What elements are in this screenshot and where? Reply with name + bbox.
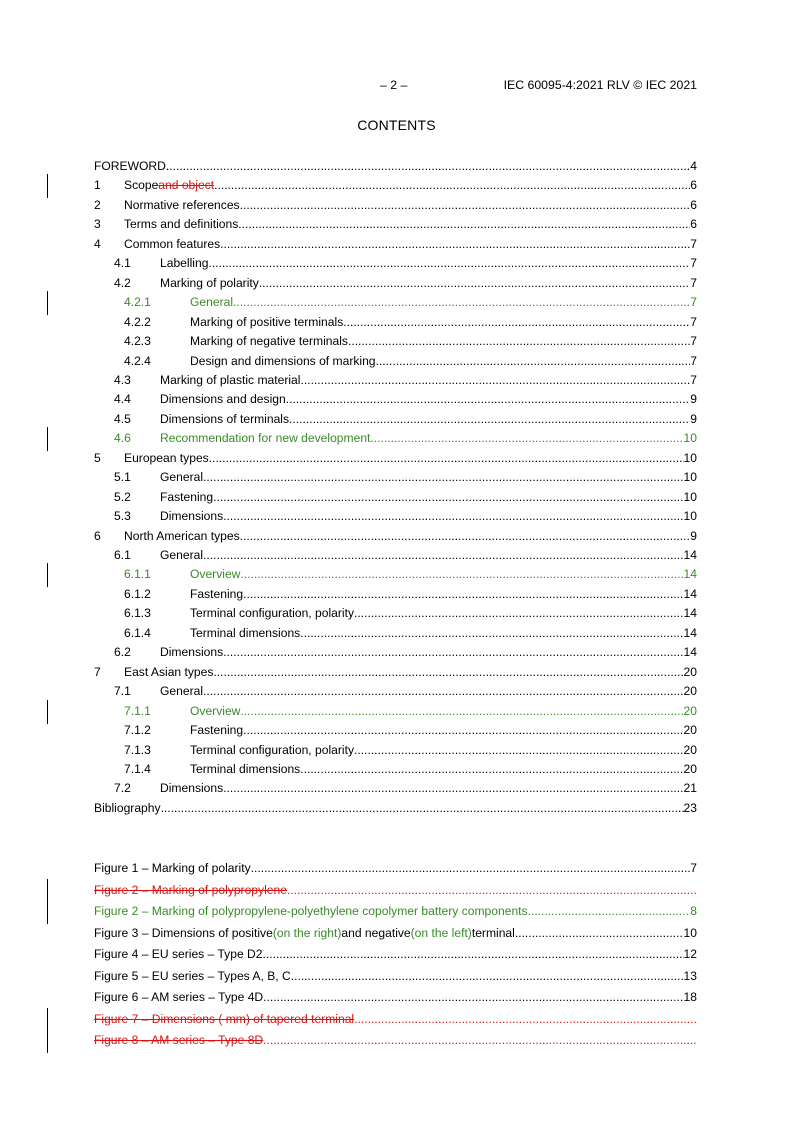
figure-entry[interactable] [94,1010,697,1029]
dot-leader [223,643,683,662]
dot-leader [203,546,684,565]
toc-entry[interactable] [94,176,697,195]
figure-entry-text: Figure 2 – Marking of polypropylene-polyethylene copolymer battery components [94,904,528,918]
figure-entry[interactable] [94,1031,697,1050]
dot-leader [376,352,691,371]
dot-leader [166,157,690,176]
toc-entry-page: 7 [690,314,697,329]
toc-entry-number: 4.1 [114,256,131,271]
toc-entry-page: 10 [683,489,697,504]
toc-entry-number: 6.1.2 [124,586,151,601]
toc-entry-title: Recommendation for new development [160,431,371,446]
figure-entry-text: Figure 6 – AM series – Type 4D [94,990,264,1004]
toc-entry-number: 4.2.2 [124,314,151,329]
toc-entry-title: Fastening [190,586,244,601]
toc-entry-title: East Asian types [124,664,214,679]
toc-entry[interactable] [124,332,697,351]
dot-leader [220,235,690,254]
dot-leader [243,585,683,604]
toc-entry[interactable] [124,721,697,740]
toc-entry-page: 9 [690,392,697,407]
toc-entry-page: 14 [683,606,697,621]
toc-entry-number: 4.3 [114,372,131,387]
toc-entry[interactable] [114,371,697,390]
dot-leader [238,215,690,234]
figure-entry-page: 10 [683,925,697,940]
toc-entry-title: Dimensions [160,645,224,660]
dot-leader [203,682,684,701]
dot-leader [209,449,684,468]
figure-entry[interactable] [94,881,697,900]
toc-entry-page: 21 [683,781,697,796]
toc-entry-number: 2 [94,197,101,212]
toc-entry-title: Terms and definitions [124,217,239,232]
change-bar [47,1029,48,1053]
dot-leader [286,390,691,409]
dot-leader [223,779,683,798]
toc-entry-number: 3 [94,217,101,232]
toc-entry[interactable] [114,779,697,798]
change-bar [47,563,48,587]
toc-entry[interactable] [114,390,697,409]
toc-entry-number: 7.2 [114,781,131,796]
toc-entry[interactable] [114,488,697,507]
dot-leader [354,604,684,623]
toc-entry-page: 20 [683,723,697,738]
dot-leader [515,924,684,943]
toc-entry-number: 7.1.4 [124,761,151,776]
dot-leader [233,293,690,312]
toc-entry[interactable] [124,760,697,779]
toc-entry[interactable] [124,702,697,721]
toc-entry-title: General [190,295,234,310]
dot-leader [240,702,683,721]
toc-entry-page: 20 [683,684,697,699]
toc-entry-title: Dimensions [160,509,224,524]
toc-entry[interactable] [114,682,697,701]
toc-entry[interactable] [124,313,697,332]
dot-leader [354,741,684,760]
toc-entry[interactable] [94,799,697,818]
toc-entry[interactable] [114,468,697,487]
dot-leader [263,1031,697,1050]
toc-entry-title: North American types [124,528,240,543]
toc-entry-number: 4.2.1 [124,295,151,310]
toc-entry-title: Terminal dimensions [190,761,301,776]
toc-entry[interactable] [124,604,697,623]
dot-leader [300,760,683,779]
toc-entry-page: 23 [683,800,697,815]
figure-entry-text: (on the left) [410,925,472,940]
figure-entry[interactable] [94,945,697,964]
toc-entry-page: 10 [683,470,697,485]
toc-entry-page: 7 [690,236,697,251]
toc-entry-page: 10 [683,450,697,465]
toc-entry-deleted-text: and object [158,178,215,193]
toc-entry-number: 4.2 [114,275,131,290]
toc-entry-number: 5.1 [114,470,131,485]
dot-leader [300,624,683,643]
toc-entry-number: 6.2 [114,645,131,660]
dot-leader [251,859,691,878]
toc-entry-title: European types [124,450,209,465]
toc-entry-page: 7 [690,372,697,387]
toc-entry-number: 7.1.1 [124,703,151,718]
toc-entry[interactable] [124,352,697,371]
toc-entry[interactable] [124,624,697,643]
dot-leader [291,967,684,986]
dot-leader [370,429,683,448]
toc-entry-number: 6.1 [114,548,131,562]
figure-entry-text: Figure 2 – Marking of polypropylene [94,882,287,897]
toc-entry-number: 5.3 [114,509,131,524]
toc-entry[interactable] [114,410,697,429]
dot-leader [240,196,691,215]
toc-entry-page: 7 [690,334,697,349]
toc-entry[interactable] [124,741,697,760]
dot-leader [213,663,683,682]
toc-entry-number: 5 [94,450,101,465]
toc-entry[interactable] [94,215,697,234]
figure-entry[interactable] [94,967,697,986]
figure-entry[interactable] [94,924,697,943]
dot-leader [213,488,683,507]
toc-entry[interactable] [124,293,697,312]
toc-entry-page: 9 [690,528,697,543]
toc-entry[interactable] [94,235,697,254]
toc-entry-number: 4.2.4 [124,353,151,368]
figure-entry-page: 12 [683,947,697,961]
toc-entry-number: 4.4 [114,392,131,407]
toc-entry-title: FOREWORD [94,159,166,173]
toc-entry-title: Marking of plastic material [160,372,301,387]
toc-entry-page: 14 [683,548,697,562]
toc-entry-page: 10 [683,509,697,524]
dot-leader [208,254,690,273]
toc-entry-page: 14 [683,625,697,640]
toc-entry[interactable] [124,565,697,584]
toc-entry-title: General [160,548,204,562]
toc-entry[interactable] [114,507,697,526]
dot-leader [289,410,690,429]
toc-entry-title: Common features [124,236,221,251]
figure-entry-page: 18 [683,990,697,1004]
change-bar [47,700,48,724]
dot-leader [214,176,690,195]
toc-entry-number: 4.6 [114,431,131,446]
standard-reference: IEC 60095-4:2021 RLV © IEC 2021 [503,78,697,92]
toc-entry-title: Normative references [124,197,240,212]
toc-entry-title: General [160,684,204,699]
toc-entry-page: 20 [683,742,697,757]
dot-leader [528,902,691,921]
toc-entry[interactable] [94,663,697,682]
dot-leader [223,507,683,526]
toc-entry-title: Terminal configuration, polarity [190,742,355,757]
toc-entry-page: 7 [690,256,697,271]
dot-leader [161,799,684,818]
toc-entry-number: 4 [94,236,101,251]
change-bar [47,1008,48,1032]
figure-entry[interactable] [94,859,697,878]
toc-entry[interactable] [114,429,697,448]
toc-entry[interactable] [114,643,697,662]
toc-entry-number: 4.2.3 [124,334,151,349]
figure-entry-text: and negative [341,925,411,940]
page-header [0,77,793,93]
toc-entry-page: 14 [683,645,697,660]
toc-entry-number: 6.1.3 [124,606,151,621]
dot-leader [263,945,684,964]
toc-entry[interactable] [114,546,697,565]
toc-entry-page: 20 [683,664,697,679]
toc-entry-page: 6 [690,217,697,232]
toc-entry-title: Terminal dimensions [190,625,301,640]
toc-entry-title: Design and dimensions of marking [190,353,376,368]
toc-entry-title: Labelling [160,256,209,271]
toc-entry-page: 14 [683,567,697,582]
figure-entry-page: 8 [690,904,697,918]
figure-entry-text: Figure 1 – Marking of polarity [94,861,251,875]
toc-entry[interactable] [94,449,697,468]
figure-entry-page: 7 [690,861,697,875]
figure-entry-text: Figure 8 – AM series – Type 8D [94,1033,264,1047]
change-bar [47,427,48,451]
figure-entry-text: Figure 4 – EU series – Type D2 [94,947,263,961]
toc-entry[interactable] [114,274,697,293]
dot-leader [259,274,690,293]
toc-entry-title: Marking of polarity [160,275,259,290]
toc-entry[interactable] [94,196,697,215]
figure-entry-page: 13 [683,968,697,983]
dot-leader [354,1010,697,1029]
dot-leader [240,527,691,546]
page-number: – 2 – [380,78,408,92]
toc-entry-title: Overview [190,567,241,582]
toc-entry-page: 10 [683,431,697,446]
toc-entry-number: 1 [94,178,101,193]
dot-leader [263,988,683,1007]
toc-entry-number: 5.2 [114,489,131,504]
toc-entry-page: 6 [690,178,697,193]
change-bar [47,291,48,315]
toc-entry[interactable] [94,527,697,546]
toc-entry-title: Overview [190,703,241,718]
toc-entry-number: 4.5 [114,411,131,426]
figure-entry[interactable] [94,902,697,921]
toc-entry-number: 6.1.1 [124,567,151,582]
toc-entry-title: Marking of negative terminals [190,334,348,349]
toc-entry-title: Marking of positive terminals [190,314,344,329]
toc-entry-number: 7.1.3 [124,742,151,757]
dot-leader [287,881,697,900]
toc-entry[interactable] [124,585,697,604]
change-bar [47,879,48,903]
figure-entry-text: Figure 7 – Dimensions ( mm) of tapered terminal [94,1011,355,1026]
toc-entry-page: 6 [690,197,697,212]
dot-leader [203,468,684,487]
toc-entry-page: 9 [690,411,697,426]
dot-leader [343,313,690,332]
toc-entry-title: Scope [124,178,159,193]
dot-leader [348,332,690,351]
toc-entry-title: General [160,470,204,485]
figure-entry[interactable] [94,988,697,1007]
toc-entry[interactable] [114,254,697,273]
change-bar [47,900,48,924]
toc-entry-page: 4 [690,159,697,173]
toc-entry-number: 7 [94,664,101,679]
toc-entry-number: 7.1 [114,684,131,699]
toc-entry-title: Bibliography [94,800,161,815]
toc-entry-title: Dimensions [160,781,224,796]
dot-leader [243,721,683,740]
page-title: CONTENTS [357,117,436,133]
toc-entry-page: 20 [683,703,697,718]
toc-entry-page: 7 [690,353,697,368]
toc-entry[interactable] [94,157,697,176]
dot-leader [240,565,683,584]
toc-entry-title: Fastening [160,489,214,504]
figure-entry-text: terminal [471,925,515,940]
figure-entry-text: (on the right) [272,925,342,940]
dot-leader [300,371,690,390]
toc-entry-number: 6 [94,528,101,543]
toc-entry-page: 20 [683,761,697,776]
toc-entry-number: 6.1.4 [124,625,151,640]
toc-entry-title: Fastening [190,723,244,738]
figure-entry-text: Figure 3 – Dimensions of positive [94,925,273,940]
toc-entry-title: Dimensions of terminals [160,411,290,426]
toc-entry-title: Terminal configuration, polarity [190,606,355,621]
toc-entry-page: 14 [683,586,697,601]
toc-entry-page: 7 [690,275,697,290]
toc-entry-number: 7.1.2 [124,723,151,738]
figure-entry-text: Figure 5 – EU series – Types A, B, C [94,968,291,983]
change-bar [47,174,48,198]
toc-entry-page: 7 [690,295,697,310]
toc-entry-title: Dimensions and design [160,392,286,407]
